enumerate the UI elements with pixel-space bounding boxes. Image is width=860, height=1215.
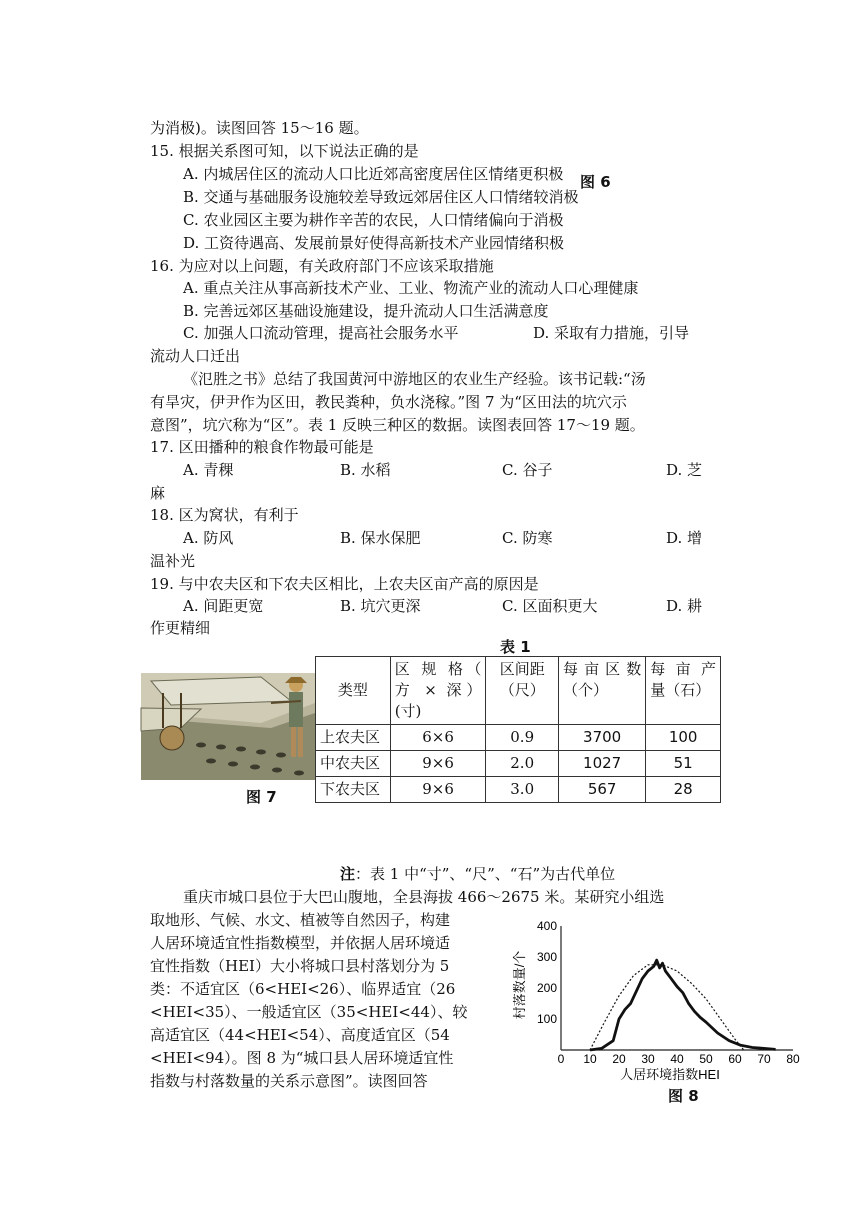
q15-option-d: D. 工资待遇高、发展前景好使得高新技术产业园情绪积极 — [183, 234, 565, 252]
q16-option-a: A. 重点关注从事高新技术产业、工业、物流产业的流动人口心理健康 — [183, 279, 639, 297]
figure-7-illustration — [141, 673, 315, 780]
q16-option-b: B. 完善远郊区基础设施建设，提升流动人口生活满意度 — [183, 302, 549, 320]
y-axis-label: 村落数量/个 — [512, 950, 527, 1020]
q17-option-c: C. 谷子 — [502, 461, 553, 479]
q18-option-d-cont: 温补光 — [150, 552, 196, 570]
table-header-row — [316, 657, 721, 725]
figure-7-caption: 图 7 — [246, 788, 277, 806]
row-spec: 6×6 — [390, 725, 486, 751]
q18-option-b: B. 保水保肥 — [340, 529, 421, 547]
y-tick-label: 200 — [536, 981, 557, 995]
q16-option-d-cont: 流动人口迁出 — [150, 347, 241, 365]
q17-option-b: B. 水稻 — [340, 461, 391, 479]
passage2-line-2: 取地形、气候、水文、植被等自然因子，构建 — [150, 911, 451, 929]
row-type: 中农夫区 — [316, 751, 391, 777]
header-type: 类型 — [316, 657, 391, 725]
q19-option-d: D. 耕 — [666, 597, 703, 615]
q17-option-a: A. 青稞 — [183, 461, 234, 479]
question-18: 18. 区为窝状，有利于 — [150, 506, 299, 524]
row-yield: 51 — [646, 751, 721, 777]
x-tick-label: 0 — [557, 1052, 565, 1066]
table-note — [340, 863, 615, 885]
q17-option-d-cont: 麻 — [150, 484, 166, 502]
header-count: 每 亩 区 数（个） — [558, 657, 645, 725]
q17-option-d: D. 芝 — [666, 461, 703, 479]
figure-6-caption: 图 6 — [580, 173, 611, 191]
question-16: 16. 为应对以上问题，有关政府部门不应该采取措施 — [150, 257, 494, 275]
note-label: 注 — [340, 865, 356, 883]
passage2-line-8: <HEI<94）。图 8 为“城口县人居环境适宜性 — [150, 1049, 454, 1067]
row-type: 下农夫区 — [316, 777, 391, 803]
passage-line-1: 《氾胜之书》总结了我国黄河中游地区的农业生产经验。该书记载:“汤 — [183, 370, 646, 388]
y-tick-label: 300 — [536, 950, 557, 964]
q19-option-d-cont: 作更精细 — [150, 619, 211, 637]
row-count: 1027 — [558, 751, 645, 777]
x-tick-label: 40 — [670, 1052, 684, 1066]
x-tick-label: 50 — [699, 1052, 713, 1066]
question-19: 19. 与中农夫区和下农夫区相比，上农夫区亩产高的原因是 — [150, 575, 539, 593]
passage-line-2: 有旱灾，伊尹作为区田，教民粪种，负水浇稼。”图 7 为“区田法的坑穴示 — [150, 393, 627, 411]
y-tick-label: 100 — [536, 1012, 557, 1026]
row-spacing: 0.9 — [486, 725, 559, 751]
q15-option-c: C. 农业园区主要为耕作辛苦的农民，人口情绪偏向于消极 — [183, 211, 564, 229]
q18-option-d: D. 增 — [666, 529, 703, 547]
table-1 — [315, 656, 721, 803]
x-tick-label: 10 — [583, 1052, 597, 1066]
q15-option-b: B. 交通与基础服务设施较差导致远郊居住区人口情绪较消极 — [183, 188, 579, 206]
table-row — [316, 777, 721, 803]
row-type: 上农夫区 — [316, 725, 391, 751]
header-yield: 每 亩 产 量（石） — [646, 657, 721, 725]
passage-line-3: 意图”，坑穴称为“区”。表 1 反映三种区的数据。读图表回答 17～19 题。 — [150, 416, 645, 434]
note-text: ：表 1 中“寸”、“尺”、“石”为古代单位 — [355, 865, 616, 883]
q19-option-a: A. 间距更宽 — [183, 597, 264, 615]
row-yield: 28 — [646, 777, 721, 803]
q18-option-c: C. 防寒 — [502, 529, 553, 547]
q18-option-a: A. 防风 — [183, 529, 234, 547]
row-spacing: 3.0 — [486, 777, 559, 803]
table-1-title: 表 1 — [500, 638, 531, 656]
x-axis-label: 人居环境指数HEI — [620, 1067, 720, 1082]
x-tick-label: 20 — [612, 1052, 626, 1066]
row-spacing: 2.0 — [486, 751, 559, 777]
passage2-line-9: 指数与村落数量的关系示意图”。读图回答 — [150, 1072, 428, 1090]
series-line-1 — [590, 960, 776, 1050]
figure-8-chart — [512, 915, 810, 1095]
row-spec: 9×6 — [390, 751, 486, 777]
table-row — [316, 751, 721, 777]
q16-option-c: C. 加强人口流动管理，提高社会服务水平 — [183, 324, 459, 342]
passage2-line-1: 重庆市城口县位于大巴山腹地，全县海拔 466～2675 米。某研究小组选 — [183, 888, 665, 906]
x-tick-label: 70 — [757, 1052, 771, 1066]
row-count: 3700 — [558, 725, 645, 751]
q16-option-d: D. 采取有力措施，引导 — [533, 324, 690, 342]
x-tick-label: 30 — [641, 1052, 655, 1066]
x-tick-label: 60 — [728, 1052, 742, 1066]
passage2-line-5: 类：不适宜区（6<HEI<26）、临界适宜（26 — [150, 980, 456, 998]
passage2-line-6: <HEI<35）、一般适宜区（35<HEI<44）、较 — [150, 1003, 468, 1021]
passage2-line-7: 高适宜区（44<HEI<54）、高度适宜区（54 — [150, 1026, 450, 1044]
q15-option-a: A. 内城居住区的流动人口比近郊高密度居住区情绪更积极 — [183, 165, 564, 183]
header-spacing: 区间距（尺） — [486, 657, 559, 725]
question-15: 15. 根据关系图可知，以下说法正确的是 — [150, 142, 419, 160]
q19-option-b: B. 坑穴更深 — [340, 597, 421, 615]
question-17: 17. 区田播种的粮食作物最可能是 — [150, 438, 374, 456]
intro-line: 为消极)。读图回答 15～16 题。 — [150, 119, 369, 137]
figure-8-caption: 图 8 — [668, 1087, 699, 1105]
y-tick-label: 400 — [536, 919, 557, 933]
row-yield: 100 — [646, 725, 721, 751]
header-spec: 区 规 格（ 方 × 深）(寸) — [390, 657, 486, 725]
passage2-line-4: 宜性指数（HEI）大小将城口县村落划分为 5 — [150, 957, 450, 975]
q19-option-c: C. 区面积更大 — [502, 597, 598, 615]
x-tick-label: 80 — [786, 1052, 800, 1066]
row-spec: 9×6 — [390, 777, 486, 803]
passage2-line-3: 人居环境适宜性指数模型，并依据人居环境适 — [150, 934, 451, 952]
table-row — [316, 725, 721, 751]
row-count: 567 — [558, 777, 645, 803]
